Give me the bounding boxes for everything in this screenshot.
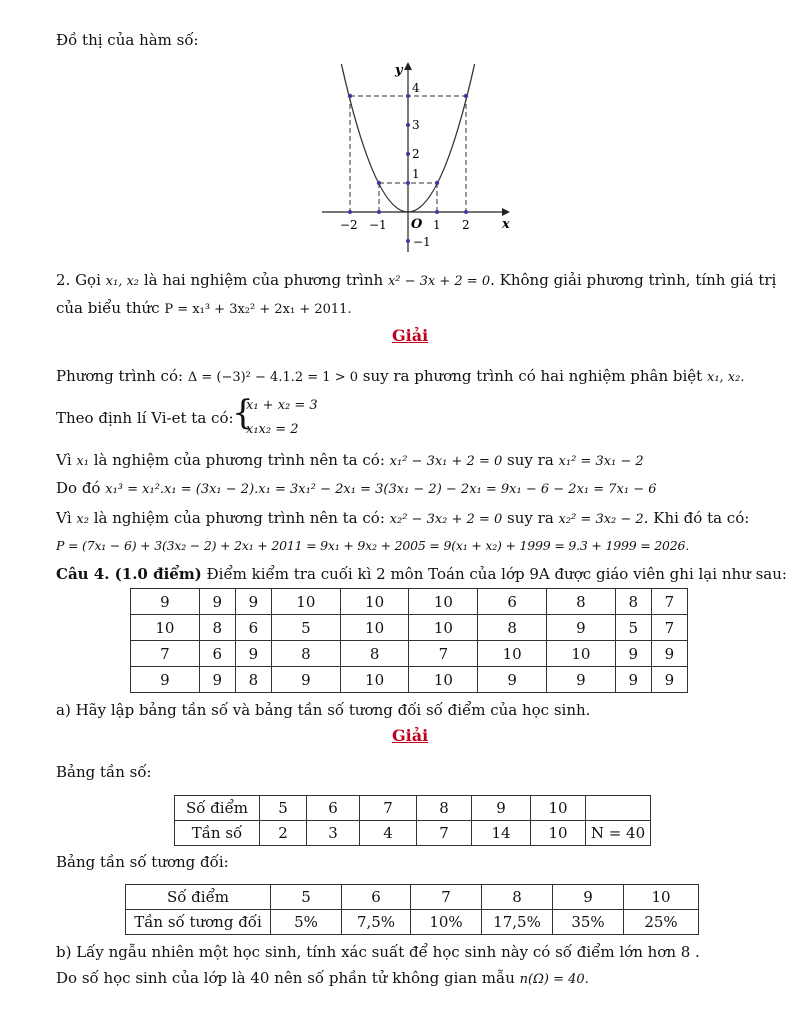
table-cell: 25% (624, 910, 699, 935)
table-cell: 7 (409, 641, 478, 667)
table-cell: 6 (307, 796, 360, 821)
table-row (126, 885, 699, 910)
table-cell: 6 (235, 615, 271, 641)
table-cell: 5 (271, 615, 340, 641)
relative-frequency-table (125, 884, 699, 935)
sol-text: Phương trình có: (56, 367, 184, 385)
sol-text: Theo định lí Vi-et ta có: (56, 409, 234, 427)
table-row (131, 589, 688, 615)
sol-math-roots: x₁, x₂. (707, 370, 745, 385)
table-cell: 9 (131, 667, 200, 693)
sol-math: x₁² − 3x₁ + 2 = 0 (389, 454, 503, 469)
q2-text-c: . Không giải phương trình, tính giá trị (490, 271, 777, 289)
table-cell: 8 (340, 641, 409, 667)
table-cell: 9 (553, 885, 624, 910)
table-cell: 10 (340, 615, 409, 641)
table-cell: 10 (531, 821, 586, 846)
table-cell: 10 (409, 667, 478, 693)
table-cell: 10 (409, 615, 478, 641)
table-cell: 10 (547, 641, 616, 667)
table-cell: 8 (478, 615, 547, 641)
table-cell: 6 (342, 885, 411, 910)
table-cell: Số điểm (126, 885, 271, 910)
table-row (175, 821, 651, 846)
table-cell: 5 (260, 796, 307, 821)
table-cell: 9 (547, 615, 616, 641)
sol-text: . Khi đó ta có: (643, 509, 750, 527)
table-cell: 5 (615, 615, 651, 641)
table-row (175, 796, 651, 821)
sol-math-delta: Δ = (−3)² − 4.1.2 = 1 > 0 (187, 370, 358, 385)
sol-text: Vì (56, 509, 72, 527)
parabola-graph (318, 60, 518, 260)
table-cell: 35% (553, 910, 624, 935)
frequency-table (174, 795, 651, 846)
vieta-sum: x₁ + x₂ = 3 (246, 398, 318, 413)
system-brace: { (232, 393, 254, 433)
table-cell: 5 (271, 885, 342, 910)
table-cell: 7 (651, 615, 687, 641)
rel-table-label: Bảng tần số tương đối: (56, 853, 229, 871)
table-cell: 9 (199, 667, 235, 693)
table-cell: 7 (131, 641, 200, 667)
x-tick-1: 1 (433, 218, 441, 232)
table-cell: 6 (478, 589, 547, 615)
q2-text-d: của biểu thức (56, 299, 160, 317)
table-cell: 10 (624, 885, 699, 910)
freq-table-label: Bảng tần số: (56, 763, 152, 781)
sol-line3 (56, 450, 644, 472)
table-cell: 7 (417, 821, 472, 846)
q2-math-expression: P = x₁³ + 3x₂² + 2x₁ + 2011. (164, 302, 352, 317)
last-math: n(Ω) = 40. (519, 972, 589, 987)
sol-text: Vì (56, 451, 72, 469)
sol-line1 (56, 366, 744, 388)
sol-math-cube: x₁³ = x₁².x₁ = (3x₁ − 2).x₁ = 3x₁² − 2x₁ = 3(3x₁ − 2) − 2x₁ = 9x₁ − 6 − 2x₁ = 7x₁ − 6 (105, 482, 657, 497)
intro-text: Đồ thị của hàm số: (56, 31, 199, 49)
table-cell: 7 (411, 885, 482, 910)
table-cell: 9 (478, 667, 547, 693)
table-cell: 10 (409, 589, 478, 615)
q4-title-text: Điểm kiểm tra cuối kì 2 môn Toán của lớp 9A được giáo viên ghi lại như sau: (201, 565, 787, 583)
table-cell: 9 (615, 641, 651, 667)
q2-math-equation: x² − 3x + 2 = 0 (387, 274, 491, 289)
y-tick-2: 2 (412, 147, 420, 161)
table-cell: 10 (131, 615, 200, 641)
table-cell: 3 (307, 821, 360, 846)
table-row (131, 667, 688, 693)
q2-text-b: là hai nghiệm của phương trình (143, 271, 384, 289)
sol-text: suy ra (507, 451, 554, 469)
table-cell: 9 (271, 667, 340, 693)
table-cell: 8 (547, 589, 616, 615)
q2-math-roots: x₁, x₂ (105, 274, 140, 289)
origin-label: O (411, 217, 423, 232)
table-cell: 9 (131, 589, 200, 615)
sol-line4 (56, 478, 657, 500)
sol-line2 (56, 408, 234, 428)
table-row (131, 641, 688, 667)
x-tick-2: 2 (462, 218, 470, 232)
sol-final-P: P = (7x₁ − 6) + 3(3x₂ − 2) + 2x₁ + 2011 = 9x₁ + 9x₂ + 2005 = 9(x₁ + x₂) + 1999 = 9.3 + 1999 = 2026. (56, 538, 690, 553)
y-tick-4: 4 (412, 81, 420, 95)
part-a-text: a) Hãy lập bảng tần số và bảng tần số tương đối số điểm của học sinh. (56, 701, 591, 719)
y-tick-3: 3 (412, 118, 420, 132)
table-cell: 17,5% (482, 910, 553, 935)
last-text: Do số học sinh của lớp là 40 nên số phần tử không gian mẫu (56, 969, 515, 987)
table-cell: 9 (199, 589, 235, 615)
table-cell: 10 (340, 667, 409, 693)
x-tick-neg2: −2 (340, 218, 358, 232)
table-cell: N = 40 (586, 821, 651, 846)
x-axis-label: x (502, 217, 510, 232)
table-cell: 7,5% (342, 910, 411, 935)
solution-heading-2: Giải (392, 726, 429, 745)
x-tick-neg1: −1 (369, 218, 387, 232)
table-cell: 10% (411, 910, 482, 935)
table-cell: Số điểm (175, 796, 260, 821)
table-cell: 10 (478, 641, 547, 667)
table-cell: 10 (531, 796, 586, 821)
table-cell: 7 (360, 796, 417, 821)
table-cell: Tần số tương đối (126, 910, 271, 935)
table-cell: Tần số (175, 821, 260, 846)
q2-line2 (56, 298, 352, 320)
table-cell: 2 (260, 821, 307, 846)
table-row (131, 615, 688, 641)
part-b-text: b) Lấy ngẫu nhiên một học sinh, tính xác suất để học sinh này có số điểm lớn hơn 8 . (56, 943, 700, 961)
table-cell: 7 (651, 589, 687, 615)
sol-line5 (56, 508, 749, 530)
table-cell: 9 (472, 796, 531, 821)
y-axis-label: y (395, 63, 403, 78)
sol-math: x₂² − 3x₂ + 2 = 0 (389, 512, 503, 527)
table-row (126, 910, 699, 935)
table-cell: 8 (482, 885, 553, 910)
sol-text: là nghiệm của phương trình nên ta có: (93, 451, 385, 469)
table-cell: 9 (615, 667, 651, 693)
sol-text: suy ra (507, 509, 554, 527)
table-cell: 8 (235, 667, 271, 693)
sol-math: x₁² = 3x₁ − 2 (558, 454, 644, 469)
q4-title (56, 564, 787, 584)
sol-text: suy ra phương trình có hai nghiệm phân biệt (362, 367, 703, 385)
q2-line1 (56, 270, 776, 292)
y-tick-neg1: −1 (413, 235, 431, 249)
sol-math: x₁ (76, 454, 89, 469)
table-cell: 8 (615, 589, 651, 615)
table-cell: 8 (199, 615, 235, 641)
table-cell (586, 796, 651, 821)
solution-heading-1: Giải (392, 326, 429, 345)
vieta-product: x₁x₂ = 2 (246, 422, 299, 437)
y-tick-1: 1 (412, 167, 420, 181)
table-cell: 5% (271, 910, 342, 935)
q2-text-a: 2. Gọi (56, 271, 101, 289)
table-cell: 4 (360, 821, 417, 846)
q4-title-bold: Câu 4. (1.0 điểm) (56, 565, 202, 583)
sol-math: x₂ (76, 512, 89, 527)
sol-text: là nghiệm của phương trình nên ta có: (93, 509, 385, 527)
table-cell: 8 (271, 641, 340, 667)
table-cell: 8 (417, 796, 472, 821)
table-cell: 14 (472, 821, 531, 846)
last-line (56, 968, 589, 990)
table-cell: 9 (235, 641, 271, 667)
table-cell: 6 (199, 641, 235, 667)
scores-table (130, 588, 688, 693)
table-cell: 10 (271, 589, 340, 615)
table-cell: 9 (651, 667, 687, 693)
sol-text: Do đó (56, 479, 101, 497)
table-cell: 10 (340, 589, 409, 615)
table-cell: 9 (651, 641, 687, 667)
table-cell: 9 (235, 589, 271, 615)
table-cell: 9 (547, 667, 616, 693)
sol-math: x₂² = 3x₂ − 2 (558, 512, 644, 527)
